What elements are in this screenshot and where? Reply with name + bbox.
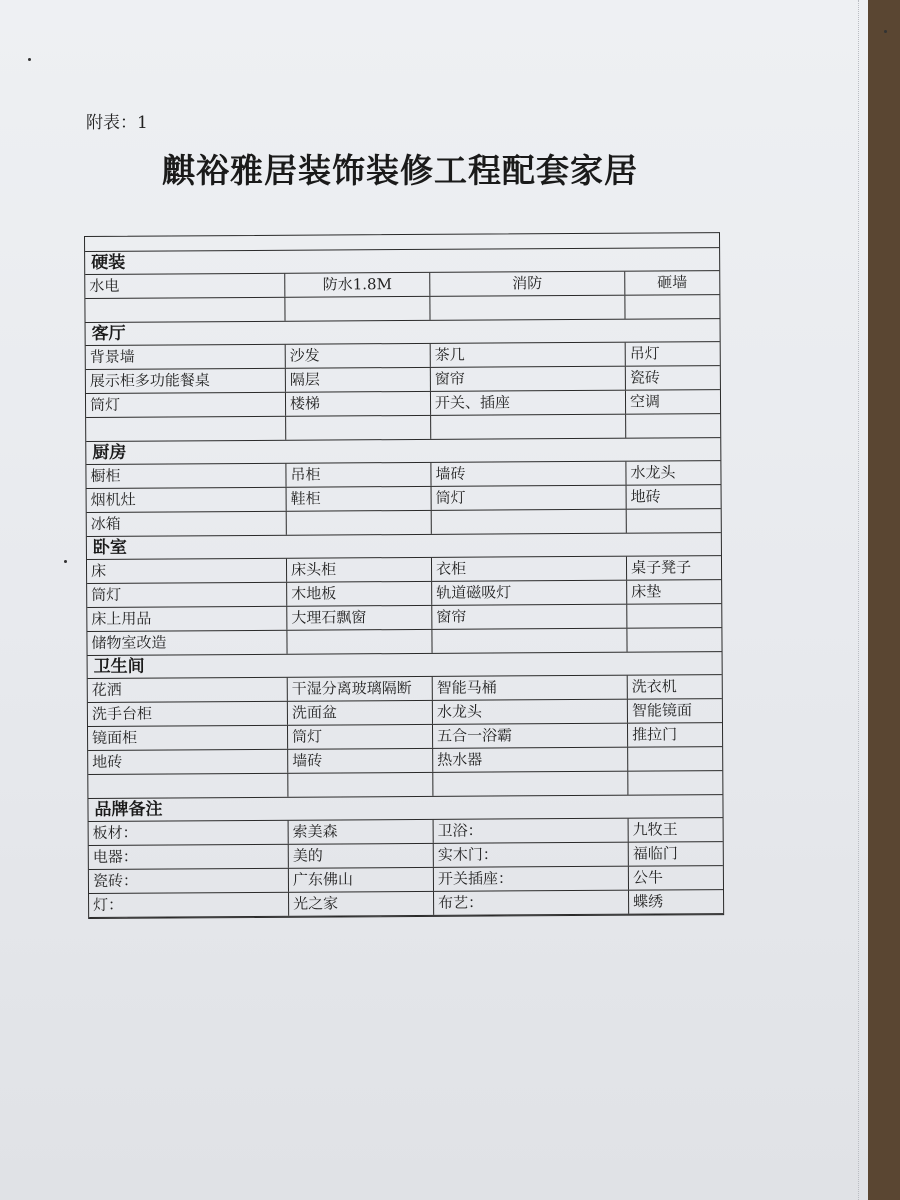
table-cell: 花洒 xyxy=(88,678,288,702)
table-cell: 空调 xyxy=(629,392,661,411)
table-cell: 光之家 xyxy=(289,892,434,916)
paper-speck xyxy=(884,30,887,33)
table-cell: 水龙头 xyxy=(433,700,628,724)
table-cell xyxy=(286,416,431,440)
table-cell xyxy=(287,630,432,654)
table-cell: 桌子凳子 xyxy=(630,558,692,577)
table-cell: 开关插座： xyxy=(434,867,629,891)
table-cell xyxy=(85,298,285,322)
table-cell: 茶几 xyxy=(431,343,626,367)
document-title: 麒裕雅居装饰装修工程配套家居 xyxy=(162,151,638,190)
table-cell xyxy=(627,628,721,652)
table-cell xyxy=(287,511,432,535)
table-cell: 索美森 xyxy=(289,820,434,844)
table-cell: 洗面盆 xyxy=(288,701,433,725)
table-cell xyxy=(288,773,433,797)
table-cell: 洗手台柜 xyxy=(88,702,288,726)
paper-fold-line xyxy=(858,0,859,1200)
table-cell: 电器： xyxy=(89,845,289,869)
table-cell: 大理石飘窗 xyxy=(287,606,432,630)
table-cell xyxy=(432,510,627,534)
table-cell: 推拉门 xyxy=(632,725,678,744)
table-cell: 广东佛山 xyxy=(289,868,434,892)
table-cell: 地砖 xyxy=(630,487,661,506)
table-cell xyxy=(88,774,288,798)
table-cell: 筒灯 xyxy=(86,393,286,417)
table-cell: 防水1.8M xyxy=(285,273,430,297)
table-cell: 布艺： xyxy=(434,891,629,915)
table-cell: 水龙头 xyxy=(630,463,676,482)
table-cell: 床垫 xyxy=(631,582,662,601)
section-heading-hardwork: 硬装 xyxy=(85,247,719,275)
table-cell: 隔层 xyxy=(286,368,431,392)
section-heading-bedroom: 卧室 xyxy=(87,533,721,560)
paper-speck xyxy=(28,58,31,61)
table-cell xyxy=(433,772,628,796)
table-cell: 实木门： xyxy=(434,843,629,867)
table-cell: 床上用品 xyxy=(87,607,287,631)
table-cell: 瓷砖 xyxy=(629,368,660,387)
section-heading-living-room: 客厅 xyxy=(86,319,720,346)
table-cell: 筒灯 xyxy=(87,583,287,607)
table-cell: 五合一浴霸 xyxy=(433,724,628,748)
table-cell: 墙砖 xyxy=(431,462,626,486)
table-cell: 卫浴： xyxy=(434,819,629,843)
table-cell: 美的 xyxy=(289,844,434,868)
table-cell: 窗帘 xyxy=(431,367,626,391)
table-cell: 冰箱 xyxy=(87,512,287,536)
section-heading-brands: 品牌备注 xyxy=(88,795,722,822)
table-cell: 橱柜 xyxy=(86,464,286,488)
table-cell: 烟机灶 xyxy=(87,488,287,512)
table-cell: 轨道磁吸灯 xyxy=(432,581,627,605)
table-cell: 窗帘 xyxy=(432,605,627,629)
table-cell: 消防 xyxy=(430,272,625,296)
annex-label: 附表：1 xyxy=(86,113,148,133)
furnishing-table xyxy=(84,232,724,919)
table-cell: 床头柜 xyxy=(287,558,432,582)
table-cell: 洗衣机 xyxy=(631,677,677,696)
table-cell: 热水器 xyxy=(433,748,628,772)
table-cell: 九牧王 xyxy=(632,820,678,839)
table-cell: 储物室改造 xyxy=(87,631,287,655)
table-cell: 背景墙 xyxy=(86,345,286,369)
table-cell: 镜面柜 xyxy=(88,726,288,750)
table-cell: 干湿分离玻璃隔断 xyxy=(288,677,433,701)
table-cell: 鞋柜 xyxy=(287,487,432,511)
table-cell xyxy=(628,771,722,795)
table-row xyxy=(89,890,723,918)
table-cell: 水电 xyxy=(85,274,285,298)
table-cell: 板材： xyxy=(89,821,289,845)
table-cell: 衣柜 xyxy=(432,557,627,581)
table-cell xyxy=(628,747,722,771)
table-cell: 吊柜 xyxy=(286,463,431,487)
table-cell: 瓷砖： xyxy=(89,869,289,893)
table-cell xyxy=(432,629,627,653)
table-cell: 吊灯 xyxy=(629,344,660,363)
table-cell xyxy=(431,415,626,439)
table-cell: 筒灯 xyxy=(432,486,627,510)
table-cell: 智能镜面 xyxy=(631,701,692,720)
table-cell xyxy=(627,509,721,533)
table-cell: 墙砖 xyxy=(288,749,433,773)
table-cell: 楼梯 xyxy=(286,392,431,416)
table-cell: 开关、插座 xyxy=(431,391,626,415)
table-cell xyxy=(625,295,719,319)
table-cell: 展示柜多功能餐桌 xyxy=(86,369,286,393)
table-cell: 沙发 xyxy=(286,344,431,368)
table-cell: 木地板 xyxy=(287,582,432,606)
table-cell: 福临门 xyxy=(632,844,678,863)
paper-speck xyxy=(64,560,67,563)
table-cell xyxy=(285,297,430,321)
table-body xyxy=(85,247,723,918)
table-cell xyxy=(430,296,625,320)
table-cell: 灯： xyxy=(89,893,289,917)
table-cell: 智能马桶 xyxy=(433,676,628,700)
table-cell: 筒灯 xyxy=(288,725,433,749)
table-cell xyxy=(86,417,286,441)
table-cell xyxy=(627,604,721,628)
table-cell: 床 xyxy=(87,559,287,583)
table-cell: 地砖 xyxy=(88,750,288,774)
table-cell: 公牛 xyxy=(632,868,663,887)
table-cell: 砸墙 xyxy=(657,273,688,292)
table-cell: 蝶绣 xyxy=(633,892,664,911)
section-heading-kitchen: 厨房 xyxy=(86,438,720,465)
section-heading-bathroom: 卫生间 xyxy=(88,652,722,679)
table-cell xyxy=(626,414,720,438)
